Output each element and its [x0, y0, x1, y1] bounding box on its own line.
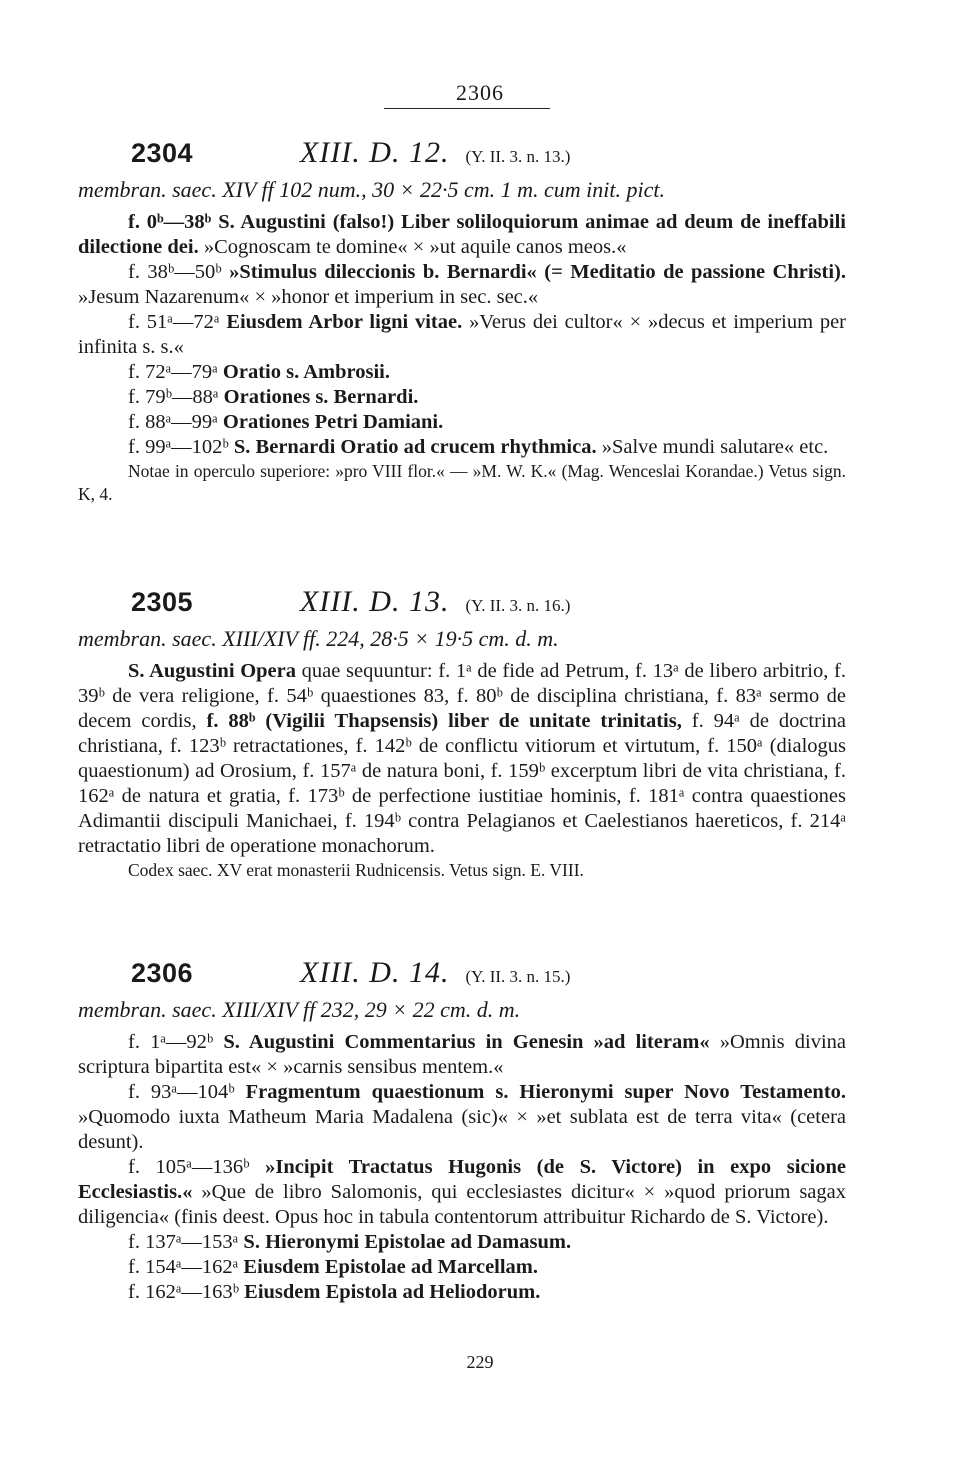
entry-number: 2305 — [131, 587, 194, 617]
content-item — [78, 1030, 846, 1080]
item-title: S. Hieronymi Epistolae ad Damasum. — [243, 1231, 572, 1253]
entry-2305 — [78, 585, 846, 882]
item-incipit: »Omnis divina scriptura bipartita est« × »carnis sensibus mentem.« — [78, 1031, 846, 1078]
item-incipit: »Verus dei cultor« × »decus et imperium per infinita s. s.« — [78, 311, 847, 358]
item-folio: f. 0ᵇ—38ᵇ — [128, 211, 212, 233]
item-title: S. Augustini Commentarius in Genesin »ad literam« — [223, 1031, 710, 1053]
entry-heading — [78, 136, 846, 176]
item-folio: f. 72ᵃ—79ᵃ — [128, 361, 218, 383]
item-title: Eiusdem Epistolae ad Marcellam. — [243, 1256, 539, 1278]
entry-2304 — [78, 136, 846, 506]
entry-number: 2304 — [131, 138, 194, 168]
content-item — [78, 385, 846, 410]
item-folio: f. 79ᵇ—88ᵃ — [128, 386, 219, 408]
item-folio: f. 88ᵃ—99ᵃ — [128, 411, 218, 433]
shelfmark: XIII. D. 12. — [300, 136, 450, 169]
item-folio: f. 1ᵃ—92ᵇ — [128, 1031, 214, 1053]
item-incipit: »Cognoscam te domine« × »ut aquile canos meos.« — [203, 236, 627, 258]
contents-paragraph — [78, 659, 846, 859]
entry-notes: Codex saec. XV erat monasterii Rudnicensis. Vetus sign. E. VIII. — [128, 860, 584, 880]
item-folio: f. 154ᵃ—162ᵃ — [128, 1256, 239, 1278]
old-signature: (Y. II. 3. n. 15.) — [465, 967, 571, 986]
item-incipit: »Jesum Nazarenum« × »honor et imperium in sec. sec.« — [78, 286, 539, 308]
content-item — [78, 1255, 846, 1280]
item-folio: f. 137ᵃ—153ᵃ — [128, 1231, 239, 1253]
entry-2306 — [78, 956, 846, 1305]
item-folio: f. 93ᵃ—104ᵇ — [128, 1081, 235, 1103]
running-head: 2306 — [456, 80, 504, 105]
shelfmark: XIII. D. 13. — [300, 585, 450, 618]
item-title: Eiusdem Epistola ad Heliodorum. — [244, 1281, 541, 1303]
codex-description: membran. saec. XIII/XIV ff. 224, 28·5 × 19·5 cm. d. m. — [78, 626, 559, 651]
item-title: S. Augustini (falso!) Liber soliloquiorum animae ad deum de ineffabili dilectione dei. — [78, 211, 847, 258]
content-item — [78, 210, 846, 260]
item-title: Oratio s. Ambrosii. — [222, 361, 390, 383]
old-signature: (Y. II. 3. n. 13.) — [465, 147, 571, 166]
entry-heading — [78, 585, 846, 625]
item-title: Orationes s. Bernardi. — [223, 386, 419, 408]
item-folio: f. 99ᵃ—102ᵇ — [128, 436, 229, 458]
item-folio: f. 51ᵃ—72ᵃ — [128, 311, 220, 333]
content-item — [78, 1080, 846, 1155]
item-title: Fragmentum quaestionum s. Hieronymi super Novo Testamento. — [245, 1081, 847, 1103]
content-item — [78, 435, 846, 460]
item-title: Orationes Petri Damiani. — [222, 411, 444, 433]
item-folio: f. 162ᵃ—163ᵇ — [128, 1281, 240, 1303]
codex-description: membran. saec. XIV ff 102 num., 30 × 22·5 cm. 1 m. cum init. pict. — [78, 177, 665, 202]
item-incipit: »Que de libro Salomonis, qui ecclesiastes dicitur« × »quod priorum sagax diligencia« (finis deest. Opus hoc in tabula contentorum attribuitur Richardo de S. Victore). — [78, 1181, 846, 1228]
item-title: »Incipit Tractatus Hugonis (de S. Victore) in expo sicione Ecclesiastis.« — [78, 1156, 846, 1203]
item-title: S. Bernardi Oratio ad crucem rhythmica. — [233, 436, 597, 458]
content-item — [78, 360, 846, 385]
entry-number: 2306 — [131, 958, 194, 988]
old-signature: (Y. II. 3. n. 16.) — [465, 596, 571, 615]
contents-text: f. 94ᵃ de doctrina christiana, f. 123ᵇ retractationes, f. 142ᵇ de conflictu vitiorum et virtutum, f. 150ᵃ (dialogus quaestionum) ad Orosium, f. 157ᵃ de natura boni, f. 159ᵇ excerptum libri de vita christiana, f. 162ᵃ de natura et gratia, f. 173ᵇ de perfectione iustitiae hominis, f. 181ᵃ contra quaestiones Adimantii discipuli Manichaei, f. 194ᵇ contra Pelagianos et Caelestianos haereticos, f. 214ᵃ retractatio libri de operatione monachorum. — [78, 710, 847, 857]
content-item — [78, 1280, 846, 1305]
shelfmark: XIII. D. 14. — [300, 956, 450, 989]
item-incipit: »Salve mundi salutare« etc. — [601, 436, 829, 458]
codex-description: membran. saec. XIII/XIV ff 232, 29 × 22 cm. d. m. — [78, 997, 521, 1022]
author-lead: S. Augustini Opera — [128, 660, 296, 682]
item-incipit: »Quomodo iuxta Matheum Maria Madalena (sic)« × »et sublata est de terra vita« (cetera desunt). — [78, 1106, 846, 1153]
entry-notes: Notae in operculo superiore: »pro VIII flor.« — »M. W. K.« (Mag. Wenceslai Korandae.) Vetus sign. K, 4. — [78, 461, 846, 504]
item-title: Eiusdem Arbor ligni vitae. — [226, 311, 463, 333]
page-number: 229 — [466, 1352, 494, 1372]
item-folio: f. 105ᵃ—136ᵇ — [128, 1156, 250, 1178]
contents-highlight: f. 88ᵇ (Vigilii Thapsensis) liber de unitate trinitatis, — [206, 710, 682, 732]
entry-heading — [78, 956, 846, 996]
content-item — [78, 310, 846, 360]
content-item — [78, 410, 846, 435]
item-folio: f. 38ᵇ—50ᵇ — [128, 261, 222, 283]
contents-text: quae sequuntur: f. 1ᵃ de fide ad Petrum, f. 13ᵃ de libero arbitrio, f. 39ᵇ de vera religione, f. 54ᵇ quaestiones 83, f. 80ᵇ de disciplina christiana, f. 83ᵃ sermo de decem cordis, — [78, 660, 846, 732]
content-item — [78, 260, 846, 310]
header-rule — [384, 108, 550, 109]
item-title: »Stimulus dileccionis b. Bernardi« (= Meditatio de passione Christi). — [229, 261, 846, 283]
content-item — [78, 1155, 846, 1230]
content-item — [78, 1230, 846, 1255]
